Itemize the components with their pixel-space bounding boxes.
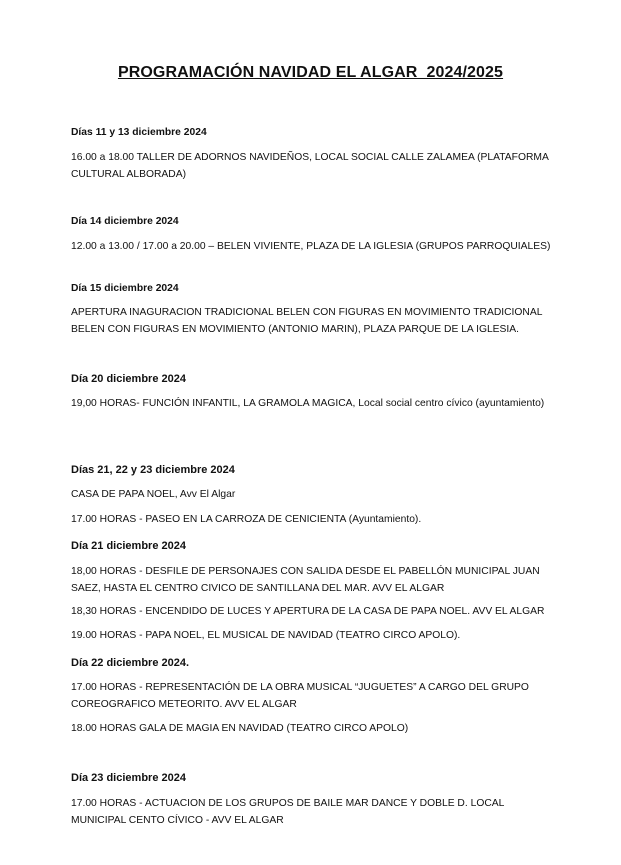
event-item: 16.00 a 18.00 TALLER DE ADORNOS NAVIDEÑOS, LOCAL SOCIAL CALLE ZALAMEA (PLATAFORMA CULTURAL ALBORADA) <box>71 152 549 180</box>
section-heading: Día 15 diciembre 2024 <box>71 283 179 294</box>
event-item: CASA DE PAPA NOEL, Avv El Algar <box>71 489 236 500</box>
section-heading: Día 22 diciembre 2024. <box>71 657 190 669</box>
section-heading: Día 20 diciembre 2024 <box>71 373 186 385</box>
event-item: 18,00 HORAS - DESFILE DE PERSONAJES CON SALIDA DESDE EL PABELLÓN MUNICIPAL JUAN SAEZ, HASTA EL CENTRO CIVICO DE SANTILLANA DEL MAR. AVV EL ALGAR <box>71 566 540 594</box>
section-heading: Días 21, 22 y 23 diciembre 2024 <box>71 464 235 476</box>
event-item: 19.00 HORAS - PAPA NOEL, EL MUSICAL DE NAVIDAD (TEATRO CIRCO APOLO). <box>71 630 461 641</box>
event-item: 12.00 a 13.00 / 17.00 a 20.00 – BELEN VIVIENTE, PLAZA DE LA IGLESIA (GRUPOS PARROQUIALES) <box>71 241 551 252</box>
event-item: 17.00 HORAS - REPRESENTACIÓN DE LA OBRA MUSICAL “JUGUETES” A CARGO DEL GRUPO COREOGRAFICO METEORITO. AVV EL ALGAR <box>71 682 529 710</box>
section-heading: Día 21 diciembre 2024 <box>71 540 186 552</box>
event-item: APERTURA INAGURACION TRADICIONAL BELEN CON FIGURAS EN MOVIMIENTO TRADICIONAL BELEN CON FIGURAS EN MOVIMIENTO (ANTONIO MARIN), PLAZA PARQUE DE LA IGLESIA. <box>71 307 543 335</box>
event-item: 18.00 HORAS GALA DE MAGIA EN NAVIDAD (TEATRO CIRCO APOLO) <box>71 723 409 734</box>
event-item: 18,30 HORAS - ENCENDIDO DE LUCES Y APERTURA DE LA CASA DE PAPA NOEL. AVV EL ALGAR <box>71 606 545 617</box>
event-item: 19,00 HORAS- FUNCIÓN INFANTIL, LA GRAMOLA MAGICA, Local social centro cívico (ayuntamiento) <box>71 398 545 409</box>
section-heading: Día 14 diciembre 2024 <box>71 216 179 227</box>
event-item: 17.00 HORAS - PASEO EN LA CARROZA DE CENICIENTA (Ayuntamiento). <box>71 514 422 525</box>
event-item: 17.00 HORAS - ACTUACION DE LOS GRUPOS DE BAILE MAR DANCE Y DOBLE D. LOCAL MUNICIPAL CENTO CÍVICO - AVV EL ALGAR <box>71 798 504 826</box>
section-heading: Días 11 y 13 diciembre 2024 <box>71 127 207 138</box>
section-heading: Día 23 diciembre 2024 <box>71 772 186 784</box>
document-title: PROGRAMACIÓN NAVIDAD EL ALGAR 2024/2025 <box>117 64 504 81</box>
